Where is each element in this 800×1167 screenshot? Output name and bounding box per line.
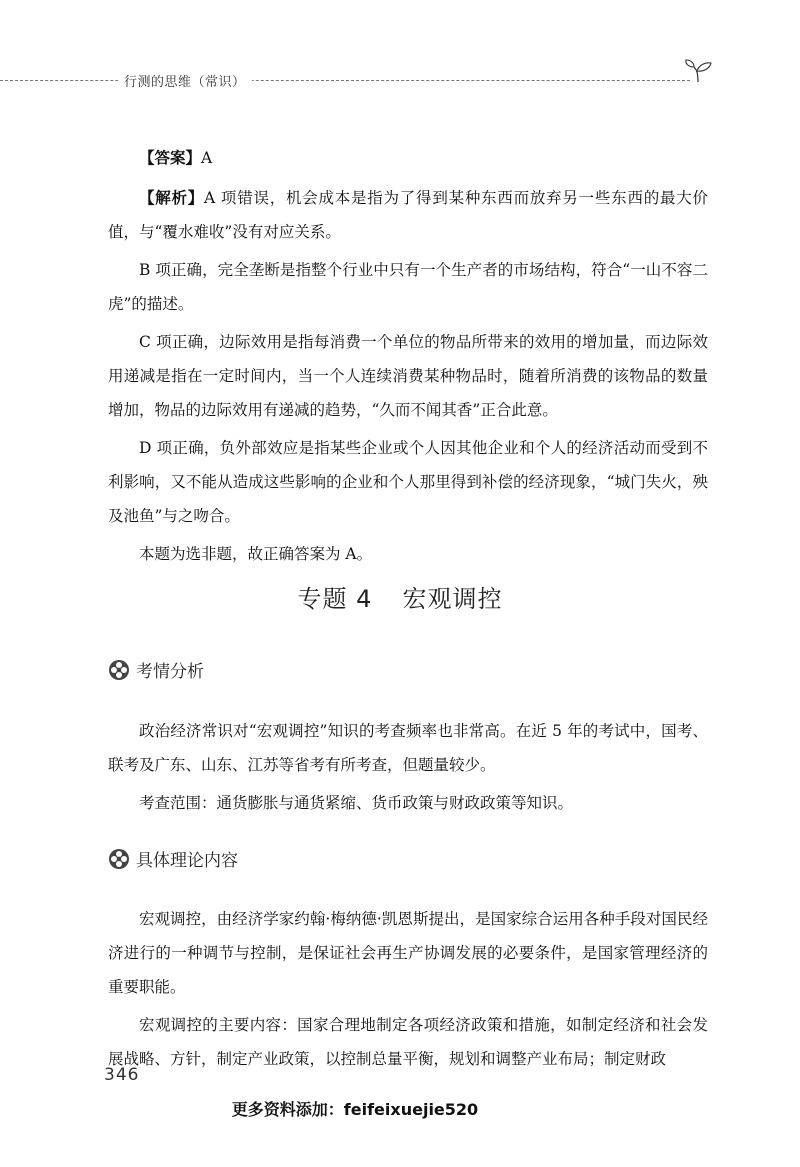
answer-line	[108, 141, 708, 175]
analysis-paragraph-d: D 项正确，负外部效应是指某些企业或个人因其他企业和个人的经济活动而受到不利影响，又不能从造成这些影响的企业和个人那里得到补偿的经济现象，“城门失火，殃及池鱼”与之吻合。	[108, 439, 708, 525]
section-title	[0, 579, 800, 614]
analysis-paragraph-b: B 项正确，完全垄断是指整个行业中只有一个生产者的市场结构，符合“一山不容二虎”的描述。	[108, 261, 708, 313]
theory-heading	[108, 846, 238, 871]
section-number: 专题 4	[297, 585, 373, 613]
analysis-paragraph-a	[108, 181, 708, 249]
exam-analysis-body	[108, 714, 708, 824]
answer-label: 【答案】	[139, 149, 202, 167]
exam-analysis-heading-text: 考情分析	[136, 662, 204, 682]
running-header-title: 行测的思维（常识）	[118, 71, 252, 90]
analysis-paragraph-c: C 项正确，边际效用是指每消费一个单位的物品所带来的效用的增加量，而边际效用递减是指在一定时间内，当一个人连续消费某种物品时，随着所消费的该物品的数量增加，物品的边际效用有递减的趋势，“久而不闻其香”正合此意。	[108, 333, 708, 419]
exam-analysis-heading	[108, 657, 204, 682]
analysis-conclusion: 本题为选非题，故正确答案为 A。	[139, 545, 373, 563]
analysis-label: 【解析】	[139, 189, 205, 207]
exam-analysis-paragraph-2: 考查范围：通货膨胀与通货紧缩、货币政策与财政政策等知识。	[139, 794, 574, 812]
exam-analysis-paragraph-1: 政治经济常识对“宏观调控”知识的考查频率也非常高。在近 5 年的考试中，国考、联考及广东、山东、江苏等省考有所考查，但题量较少。	[108, 722, 708, 774]
header-rule	[0, 80, 690, 81]
page-number: 346	[104, 1065, 140, 1085]
theory-heading-text: 具体理论内容	[136, 851, 238, 871]
answer-value: A	[201, 149, 213, 167]
flower-badge-icon	[108, 659, 130, 681]
theory-paragraph-2: 宏观调控的主要内容：国家合理地制定各项经济政策和措施，如制定经济和社会发展战略、方针，制定产业政策，以控制总量平衡，规划和调整产业布局；制定财政	[108, 1016, 708, 1068]
answer-analysis-block	[108, 141, 708, 575]
flower-badge-icon	[108, 848, 130, 870]
sprout-icon	[684, 58, 714, 84]
footer-note: 更多资料添加：feifeixuejie520	[231, 1100, 479, 1119]
analysis-text: A 项错误，机会成本是指为了得到某种东西而放弃另一些东西的最大价值，与“覆水难收”没有对应关系。	[108, 189, 708, 241]
theory-body	[108, 902, 708, 1080]
theory-paragraph-1: 宏观调控，由经济学家约翰·梅纳德·凯恩斯提出，是国家综合运用各种手段对国民经济进行的一种调节与控制，是保证社会再生产协调发展的必要条件，是国家管理经济的重要职能。	[108, 910, 708, 996]
section-name: 宏观调控	[402, 585, 503, 613]
